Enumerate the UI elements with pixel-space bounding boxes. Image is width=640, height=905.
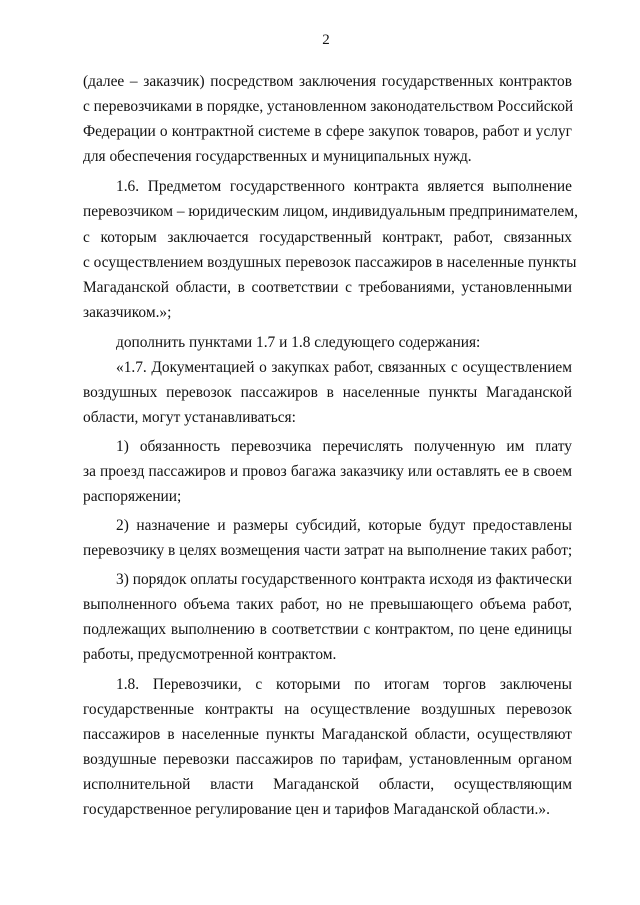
text-line: 2) назначение и размеры субсидий, которые будут предоставлены [116,517,572,534]
text-line: для обеспечения государственных и муниципальных нужд. [83,148,472,165]
text-line: за проезд пассажиров и провоз багажа заказчику или оставлять ее в своем [83,463,572,480]
text-line: (далее – заказчик) посредством заключения государственных контрактов [83,73,572,90]
text-line: работы, предусмотренной контрактом. [83,646,337,663]
text-line: дополнить пунктами 1.7 и 1.8 следующего содержания: [116,334,481,351]
text-line: «1.7. Документацией о закупках работ, связанных с осуществлением [116,359,572,376]
text-line: государственные контракты на осуществление воздушных перевозок [83,701,572,718]
text-line: распоряжении; [83,488,182,505]
text-line: перевозчиком – юридическим лицом, индивидуальным предпринимателем, [83,203,578,220]
text-line: заказчиком.»; [83,304,172,321]
text-line: с перевозчиками в порядке, установленном законодательством Российской [83,98,574,115]
text-line: с осуществлением воздушных перевозок пассажиров в населенные пункты [83,254,577,271]
text-line: воздушных перевозок пассажиров в населенные пункты Магаданской [83,384,572,401]
text-line: Магаданской области, в соответствии с требованиями, установленными [83,279,572,296]
text-line: области, могут устанавливаться: [83,409,296,426]
text-line: 1.6. Предметом государственного контракта является выполнение [116,178,572,195]
text-line: пассажиров в населенные пункты Магаданской области, осуществляют [83,726,572,743]
text-line: подлежащих выполнению в соответствии с контрактом, по цене единицы [83,621,572,638]
text-line: 1.8. Перевозчики, с которыми по итогам торгов заключены [116,676,572,693]
text-line: 1) обязанность перевозчика перечислять полученную им плату [116,438,572,455]
text-line: государственное регулирование цен и тарифов Магаданской области.». [83,801,550,818]
text-line: исполнительной власти Магаданской области, осуществляющим [83,776,572,793]
text-line: перевозчику в целях возмещения части затрат на выполнение таких работ; [83,542,573,559]
text-line: выполненного объема таких работ, но не превышающего объема работ, [83,596,572,613]
text-line: 3) порядок оплаты государственного контракта исходя из фактически [116,571,572,588]
page-number: 2 [322,32,330,48]
text-line: воздушные перевозки пассажиров по тарифам, установленным органом [83,751,572,768]
text-line: с которым заключается государственный контракт, работ, связанных [83,229,572,246]
text-line: Федерации о контрактной системе в сфере закупок товаров, работ и услуг [83,123,572,140]
